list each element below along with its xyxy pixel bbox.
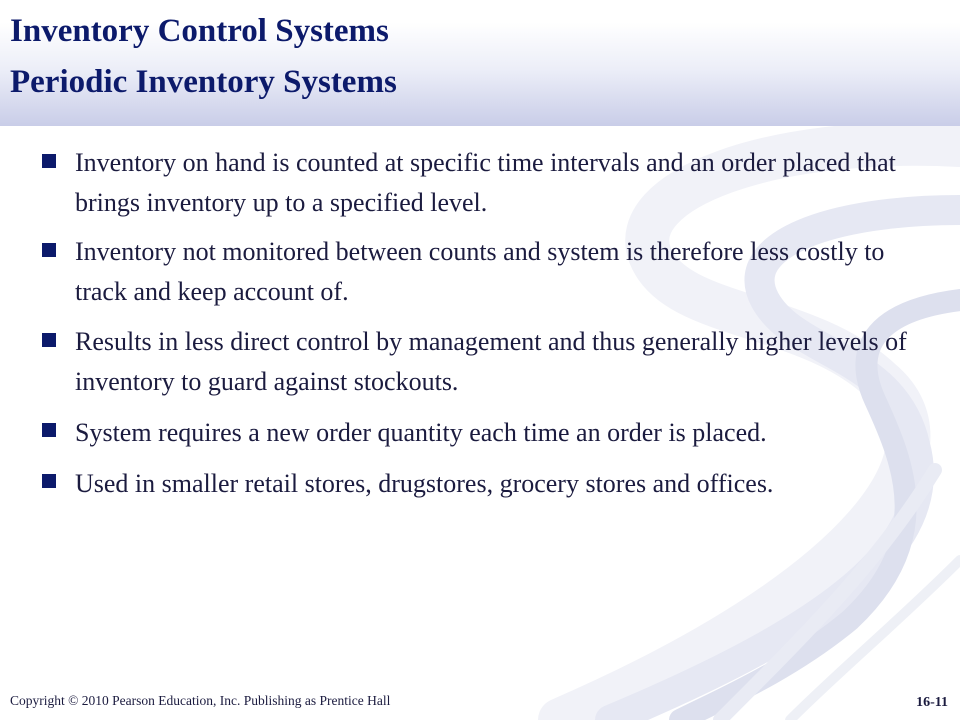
bullet-marker-icon [42, 243, 56, 257]
bullet-marker-icon [42, 474, 56, 488]
bullet-item: Used in smaller retail stores, drugstores, grocery stores and offices. [75, 469, 774, 498]
bullet-marker-icon [42, 333, 56, 347]
bullet-marker-icon [42, 154, 56, 168]
footer-copyright: Copyright © 2010 Pearson Education, Inc. Publishing as Prentice Hall [10, 693, 391, 708]
slide-title: Inventory Control Systems [10, 13, 389, 49]
bullet-item: System requires a new order quantity each time an order is placed. [75, 418, 767, 447]
bullet-item: Inventory on hand is counted at specific time intervals and an order placed that brings inventory up to a specified level. [75, 148, 896, 217]
bullet-marker-icon [42, 423, 56, 437]
bullet-item: Results in less direct control by management and thus generally higher levels of inventory to guard against stockouts. [75, 327, 907, 396]
bullet-item: Inventory not monitored between counts and system is therefore less costly to track and keep account of. [75, 237, 885, 306]
slide-subtitle: Periodic Inventory Systems [10, 64, 397, 100]
page-number: 16-11 [916, 695, 948, 710]
